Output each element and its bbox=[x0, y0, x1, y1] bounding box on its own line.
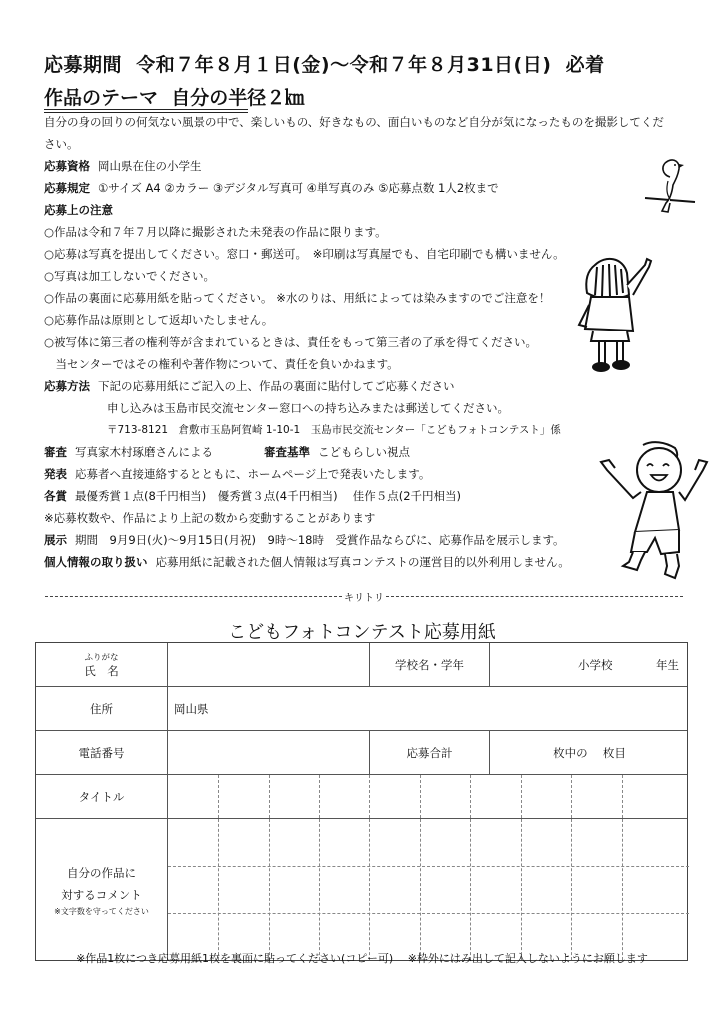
period-label: 応募期間 bbox=[44, 54, 123, 76]
bird-on-branch-illustration bbox=[640, 155, 700, 220]
announcement-value: 応募者へ直接連絡するとともに、ホームページ上で発表いたします。 bbox=[75, 467, 431, 481]
judging-criteria bbox=[264, 445, 410, 459]
application-period bbox=[44, 50, 605, 77]
grid-line bbox=[571, 775, 572, 818]
awards bbox=[44, 489, 461, 503]
phone-label: 電話番号 bbox=[78, 745, 125, 760]
eligibility-label: 応募資格 bbox=[44, 159, 90, 173]
grid-line bbox=[571, 819, 572, 960]
grid-line bbox=[521, 775, 522, 818]
school-field[interactable] bbox=[489, 643, 689, 686]
exhibition bbox=[44, 533, 565, 547]
name-label-cell bbox=[36, 643, 167, 686]
awards-label: 各賞 bbox=[44, 489, 67, 503]
form-title: こどもフォトコンテスト応募用紙 bbox=[228, 622, 496, 643]
theme-heading bbox=[44, 83, 304, 110]
phone-field[interactable] bbox=[167, 731, 369, 774]
grid-line bbox=[622, 819, 623, 960]
total-label: 応募合計 bbox=[406, 745, 453, 760]
theme-double-underline bbox=[44, 109, 248, 113]
cut-line-dash-left bbox=[45, 596, 342, 597]
privacy bbox=[44, 555, 570, 569]
grid-line bbox=[319, 775, 320, 818]
theme-value: 自分の半径２㎞ bbox=[171, 87, 305, 109]
school-label-cell bbox=[369, 643, 489, 686]
comment-label-1: 自分の作品に bbox=[67, 865, 136, 880]
name-label: 氏 名 bbox=[84, 663, 119, 678]
method-line-2: 申し込みは玉島市民交流センター窓口への持ち込みまたは郵送してください。 bbox=[107, 401, 510, 415]
theme-label: 作品のテーマ bbox=[44, 87, 159, 109]
address-value: 岡山県 bbox=[174, 701, 209, 716]
grid-line bbox=[369, 775, 370, 818]
note-item: ○写真は加工しないでください。 bbox=[44, 269, 216, 283]
judging-label: 審査 bbox=[44, 445, 67, 459]
cut-line-dash-right bbox=[386, 596, 683, 597]
note-item: 当センターではその権利や著作物について、責任を負いかねます。 bbox=[44, 357, 399, 371]
awards-value: 最優秀賞１点(8千円相当) 優秀賞３点(4千円相当) 佳作５点(2千円相当) bbox=[75, 489, 462, 503]
intro-line-1: 自分の身の回りの何気ない風景の中で、楽しいもの、好きなもの、面白いものなど自分が気になったものを撮影してくだ bbox=[44, 115, 664, 129]
comment-note: ※文字数を守ってください bbox=[54, 906, 149, 916]
total-label-cell bbox=[369, 731, 489, 774]
method-line-1: 下記の応募用紙にご記入の上、作品の裏面に貼付してご応募ください bbox=[98, 379, 455, 393]
address-label-cell bbox=[36, 687, 167, 730]
rules-label: 応募規定 bbox=[44, 181, 90, 195]
method bbox=[44, 379, 455, 393]
title-label-cell bbox=[36, 775, 167, 818]
school-label: 学校名・学年 bbox=[395, 657, 464, 672]
boy-jumping-illustration bbox=[595, 440, 710, 585]
grid-line bbox=[420, 819, 421, 960]
comment-row bbox=[36, 819, 687, 960]
privacy-label: 個人情報の取り扱い bbox=[44, 555, 148, 569]
period-suffix: 必着 bbox=[565, 54, 605, 76]
phone-row bbox=[36, 731, 687, 775]
grid-line bbox=[269, 819, 270, 960]
grade-suffix: 年生 bbox=[656, 657, 679, 672]
grid-line bbox=[168, 866, 689, 867]
notes-heading bbox=[44, 203, 121, 217]
school-suffix: 小学校 bbox=[578, 657, 613, 672]
title-grid[interactable] bbox=[167, 775, 689, 818]
phone-label-cell bbox=[36, 731, 167, 774]
rules-value: ①サイズ A4 ②カラー ③デジタル写真可 ④単写真のみ ⑤応募点数 1人2枚まで bbox=[98, 181, 499, 195]
grid-line bbox=[420, 775, 421, 818]
comment-label-cell bbox=[36, 819, 167, 960]
comment-grid[interactable] bbox=[167, 819, 689, 960]
grid-line bbox=[521, 819, 522, 960]
grid-line bbox=[470, 775, 471, 818]
comment-label-2: 対するコメント bbox=[61, 887, 142, 902]
note-item: ○作品は令和７年７月以降に撮影された未発表の作品に限ります。 bbox=[44, 225, 387, 239]
announcement bbox=[44, 467, 430, 481]
grid-line bbox=[218, 775, 219, 818]
privacy-value: 応募用紙に記載された個人情報は写真コンテストの運営目的以外利用しません。 bbox=[155, 555, 570, 569]
exhibition-label: 展示 bbox=[44, 533, 67, 547]
announcement-label: 発表 bbox=[44, 467, 67, 481]
method-address: 〒713-8121 倉敷市玉島阿賀崎 1-10-1 玉島市民交流センター「こどもフォトコンテスト」係 bbox=[107, 424, 561, 436]
address-row bbox=[36, 687, 687, 731]
note-item: ○応募は写真を提出してください。窓口・郵送可。 ※印刷は写真屋でも、自宅印刷でも構いません。 bbox=[44, 247, 565, 261]
rules bbox=[44, 181, 499, 195]
judging bbox=[44, 445, 213, 459]
eligibility-value: 岡山県在住の小学生 bbox=[98, 159, 202, 173]
total-value: 枚中の 枚目 bbox=[553, 745, 626, 760]
method-label: 応募方法 bbox=[44, 379, 90, 393]
title-label: タイトル bbox=[78, 789, 125, 804]
grid-line bbox=[369, 819, 370, 960]
grid-line bbox=[168, 913, 689, 914]
judging-value: 写真家木村琢磨さんによる bbox=[75, 445, 213, 459]
awards-note: ※応募枚数や、作品により上記の数から変動することがあります bbox=[44, 511, 376, 525]
grid-line bbox=[319, 819, 320, 960]
name-row bbox=[36, 643, 687, 687]
criteria-label: 審査基準 bbox=[264, 445, 310, 459]
intro-line-2: さい。 bbox=[44, 137, 79, 151]
total-field[interactable] bbox=[489, 731, 689, 774]
name-field[interactable] bbox=[167, 643, 369, 686]
note-item: ○被写体に第三者の権利等が含まれているときは、責任をもって第三者の了承を得てください。 bbox=[44, 335, 538, 349]
eligibility bbox=[44, 159, 202, 173]
furigana-label: ふりがな bbox=[84, 652, 119, 663]
grid-line bbox=[218, 819, 219, 960]
address-label: 住所 bbox=[90, 701, 113, 716]
girl-pointing-illustration bbox=[575, 255, 655, 385]
cut-line bbox=[45, 589, 683, 603]
exhibition-value: 期間 9月9日(火)～9月15日(月祝) 9時～18時 受賞作品ならびに、応募作品を展示します。 bbox=[75, 533, 565, 547]
footer-note: ※作品1枚につき応募用紙1枚を裏面に貼ってください(コピー可) ※枠外にはみ出して記入しないようにお願します bbox=[76, 952, 648, 965]
period-value: 令和７年８月１日(金)～令和７年８月31日(日) bbox=[136, 54, 552, 76]
notes-label: 応募上の注意 bbox=[44, 203, 113, 217]
grid-line bbox=[269, 775, 270, 818]
cut-line-label: キリトリ bbox=[344, 592, 384, 604]
address-field[interactable] bbox=[167, 687, 689, 730]
grid-line bbox=[622, 775, 623, 818]
note-item: ○作品の裏面に応募用紙を貼ってください。 ※水のりは、用紙によっては染みますのでご注意を！ bbox=[44, 291, 551, 305]
title-row bbox=[36, 775, 687, 819]
criteria-value: こどもらしい視点 bbox=[318, 445, 410, 459]
note-item: ○応募作品は原則として返却いたしません。 bbox=[44, 313, 274, 327]
application-form bbox=[35, 642, 688, 961]
grid-line bbox=[470, 819, 471, 960]
